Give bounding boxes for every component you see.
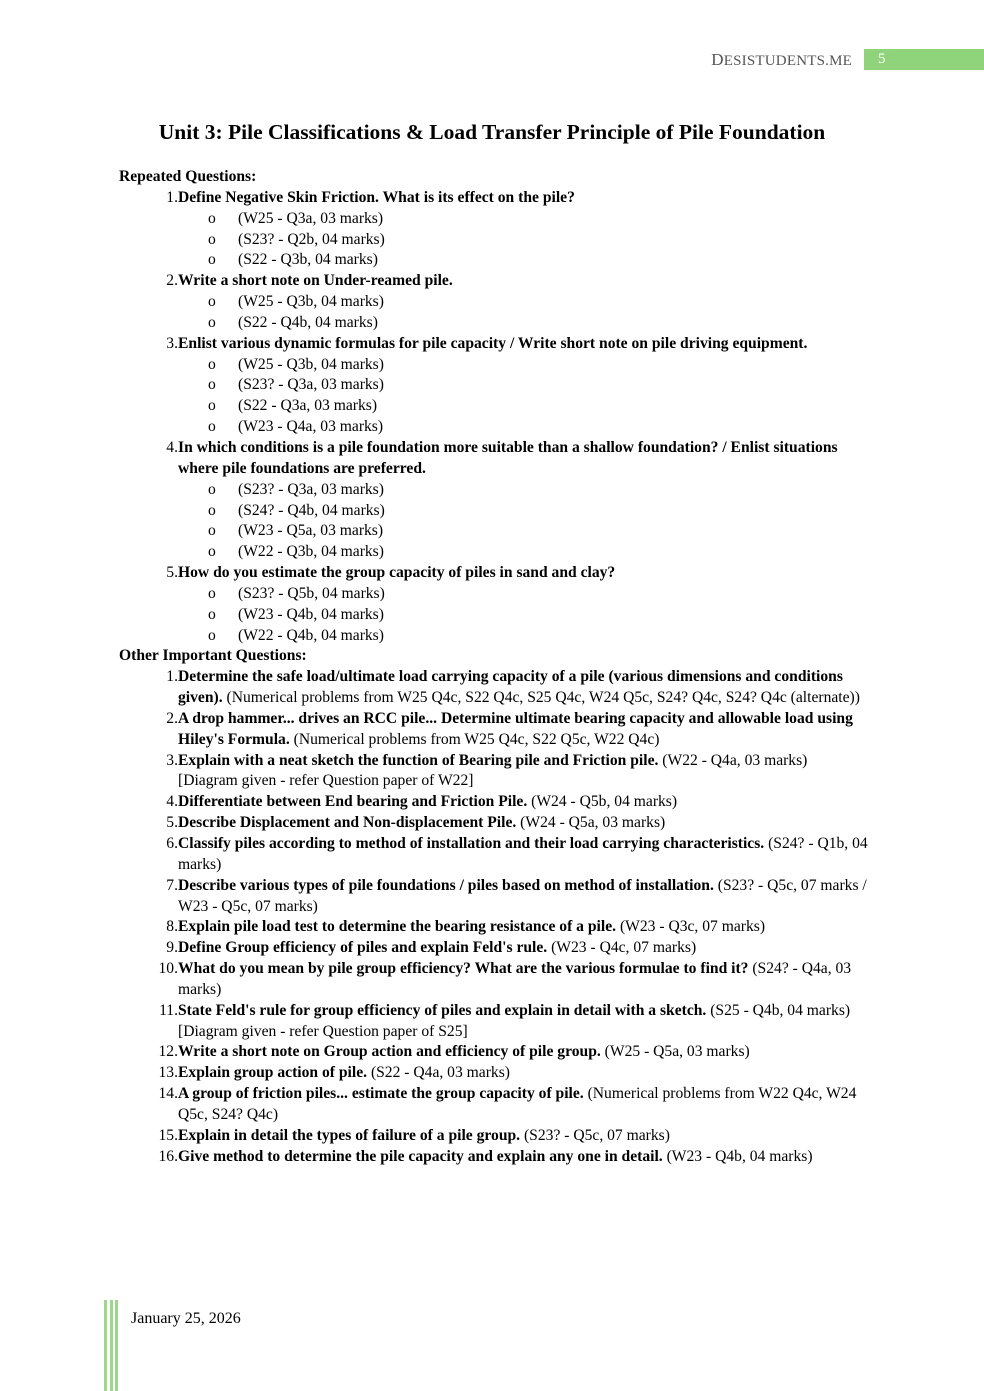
question-number — [119, 1084, 178, 1126]
question-text-bold: Explain pile load test to determine the bearing resistance of a pile. — [178, 918, 617, 936]
question-text — [178, 1147, 869, 1168]
question-reference-text: (W23 - Q4c, 07 marks) — [547, 939, 697, 957]
bullet-icon: o — [208, 376, 216, 394]
site-name-rest: ESISTUDENTS.ME — [723, 52, 852, 69]
question-text-bold: State Feld's rule for group efficiency of piles and explain in detail with a sketch. — [178, 1001, 707, 1019]
reference-text: (W23 - Q5a, 03 marks) — [238, 522, 384, 540]
question-text-bold: How do you estimate the group capacity of piles in sand and clay? — [178, 564, 616, 582]
bullet-icon: o — [208, 313, 216, 331]
question-text-bold: In which conditions is a pile foundation more suitable than a shallow foundation? / Enlist situations where pile foundations are preferred. — [178, 438, 838, 477]
question-reference — [119, 417, 869, 438]
page-title: Unit 3: Pile Classifications & Load Transfer Principle of Pile Foundation — [158, 120, 826, 144]
question-text — [178, 709, 869, 751]
bullet-icon: o — [208, 480, 216, 498]
question-text — [178, 751, 869, 793]
question-reference-text: (S24? - Q1b, 04 marks) — [178, 835, 868, 873]
question-number-text: 2. — [166, 709, 178, 727]
reference-text: (S23? - Q5b, 04 marks) — [238, 584, 385, 602]
question-text — [178, 1001, 869, 1043]
reference-text: (S22 - Q4b, 04 marks) — [238, 313, 378, 331]
question-text-bold: Explain group action of pile. — [178, 1064, 368, 1082]
question-text — [178, 667, 869, 709]
question-text — [178, 834, 869, 876]
question-reference-text: (W24 - Q5b, 04 marks) — [527, 793, 678, 811]
question-text — [178, 438, 869, 480]
reference-text: (S24? - Q4b, 04 marks) — [238, 501, 385, 519]
question-number-text: 15. — [158, 1126, 178, 1144]
question-number-text: 5. — [166, 564, 178, 582]
question-item — [119, 271, 869, 292]
footer-date: January 25, 2026 — [131, 1310, 241, 1327]
question-text — [178, 959, 869, 1001]
question-number — [119, 938, 178, 959]
question-text — [178, 334, 869, 355]
question-item — [119, 1063, 869, 1084]
question-text-bold: What do you mean by pile group efficiency? What are the various formulae to find it? — [178, 960, 749, 978]
question-item — [119, 959, 869, 1001]
page-number-badge: 5 — [864, 49, 984, 70]
reference-text: (S22 - Q3a, 03 marks) — [238, 397, 378, 415]
bullet-icon: o — [208, 418, 216, 436]
question-reference-text: (S23? - Q5c, 07 marks) — [520, 1126, 670, 1144]
question-text — [178, 1084, 869, 1126]
site-name — [711, 50, 852, 70]
question-item — [119, 667, 869, 709]
question-text-bold: Describe various types of pile foundations / piles based on method of installation. — [178, 876, 714, 894]
question-number — [119, 188, 178, 209]
question-text-bold: Write a short note on Group action and efficiency of pile group. — [178, 1043, 601, 1061]
question-text-bold: A drop hammer... drives an RCC pile... Determine ultimate bearing capacity and allowable load using Hiley's Formula. — [178, 709, 853, 748]
question-number — [119, 813, 178, 834]
question-number-text: 4. — [166, 438, 178, 456]
question-number — [119, 1042, 178, 1063]
question-text-bold: Explain with a neat sketch the function of Bearing pile and Friction pile. — [178, 751, 659, 769]
document-body — [119, 167, 869, 1168]
question-number-text: 8. — [166, 918, 178, 936]
question-reference — [119, 605, 869, 626]
question-text-bold: Describe Displacement and Non-displacement Pile. — [178, 814, 517, 832]
question-item — [119, 709, 869, 751]
question-reference — [119, 521, 869, 542]
reference-text: (W22 - Q3b, 04 marks) — [238, 543, 384, 561]
question-reference — [119, 542, 869, 563]
question-number — [119, 709, 178, 751]
question-item — [119, 1126, 869, 1147]
reference-text: (S23? - Q3a, 03 marks) — [238, 376, 384, 394]
question-text-bold: Explain in detail the types of failure of a pile group. — [178, 1126, 521, 1144]
question-number-text: 11. — [159, 1001, 178, 1019]
question-number — [119, 334, 178, 355]
question-number — [119, 667, 178, 709]
question-item — [119, 834, 869, 876]
question-text-bold: Classify piles according to method of installation and their load carrying characteristics. — [178, 835, 765, 852]
site-name-initial: D — [711, 49, 724, 69]
question-item — [119, 876, 869, 918]
question-number — [119, 1126, 178, 1147]
other-questions-heading: Other Important Questions: — [119, 647, 307, 665]
question-number-text: 4. — [166, 793, 178, 811]
question-text-bold: Write a short note on Under-reamed pile. — [178, 272, 453, 290]
question-item — [119, 1042, 869, 1063]
question-item — [119, 751, 869, 793]
question-reference-text: (W23 - Q4b, 04 marks) — [662, 1147, 813, 1165]
bullet-icon: o — [208, 230, 216, 248]
question-reference-text: (W24 - Q5a, 03 marks) — [516, 814, 666, 832]
question-text-bold: Determine the safe load/ultimate load carrying capacity of a pile (various dimensions and conditions given). — [178, 668, 843, 707]
question-item — [119, 1001, 869, 1043]
question-item — [119, 938, 869, 959]
question-reference — [119, 313, 869, 334]
repeated-questions-list — [119, 188, 869, 647]
question-reference-text: (W23 - Q3c, 07 marks) — [616, 918, 766, 936]
bullet-icon: o — [208, 501, 216, 519]
question-number-text: 13. — [158, 1064, 178, 1082]
question-text — [178, 1063, 869, 1084]
question-text — [178, 917, 869, 938]
question-text-bold: Define Negative Skin Friction. What is its effect on the pile? — [178, 188, 575, 206]
question-text-bold: Enlist various dynamic formulas for pile capacity / Write short note on pile driving equipment. — [178, 334, 808, 352]
question-reference-text: (S24? - Q4a, 03 marks) — [178, 960, 852, 998]
question-reference — [119, 250, 869, 271]
question-number — [119, 1063, 178, 1084]
question-item — [119, 1084, 869, 1126]
question-number-text: 1. — [166, 188, 178, 206]
question-reference — [119, 230, 869, 251]
question-reference-text: (Numerical problems from W25 Q4c, S22 Q4c, S25 Q4c, W24 Q5c, S24? Q4c, S24? Q4c (alternate)) — [222, 689, 860, 707]
bullet-icon: o — [208, 543, 216, 561]
question-number-text: 10. — [158, 960, 178, 978]
reference-text: (W25 - Q3b, 04 marks) — [238, 293, 384, 311]
question-reference-text: (S25 - Q4b, 04 marks) [Diagram given - refer Question paper of S25] — [178, 1001, 851, 1040]
bullet-icon: o — [208, 626, 216, 644]
repeated-questions-heading: Repeated Questions: — [119, 168, 257, 185]
question-number — [119, 1001, 178, 1043]
question-reference — [119, 626, 869, 647]
bullet-icon: o — [208, 209, 216, 227]
question-text-bold: Give method to determine the pile capacity and explain any one in detail. — [178, 1147, 663, 1165]
bullet-icon: o — [208, 355, 216, 373]
question-number-text: 1. — [166, 668, 178, 686]
question-number — [119, 1147, 178, 1168]
question-item — [119, 813, 869, 834]
question-reference — [119, 480, 869, 501]
question-item — [119, 334, 869, 355]
question-number-text: 2. — [166, 272, 178, 290]
question-number — [119, 876, 178, 918]
page-header — [711, 49, 984, 70]
reference-text: (S22 - Q3b, 04 marks) — [238, 251, 378, 269]
question-number-text: 7. — [166, 876, 178, 894]
other-questions-list — [119, 667, 869, 1167]
question-reference — [119, 396, 869, 417]
reference-text: (W25 - Q3b, 04 marks) — [238, 355, 384, 373]
question-reference-text: (S22 - Q4a, 03 marks) — [367, 1064, 510, 1082]
question-number — [119, 271, 178, 292]
question-reference-text: (W25 - Q5a, 03 marks) — [600, 1043, 750, 1061]
reference-text: (S23? - Q2b, 04 marks) — [238, 230, 385, 248]
question-number-text: 3. — [166, 751, 178, 769]
question-number — [119, 751, 178, 793]
question-number — [119, 438, 178, 480]
question-item — [119, 188, 869, 209]
question-number-text: 6. — [166, 835, 178, 852]
question-text — [178, 271, 869, 292]
question-reference — [119, 292, 869, 313]
question-text-bold: Differentiate between End bearing and Friction Pile. — [178, 793, 528, 811]
question-reference — [119, 375, 869, 396]
question-number-text: 5. — [166, 814, 178, 832]
question-item — [119, 792, 869, 813]
question-number — [119, 959, 178, 1001]
bullet-icon: o — [208, 397, 216, 415]
question-number — [119, 834, 178, 876]
question-text — [178, 188, 869, 209]
reference-text: (W23 - Q4a, 03 marks) — [238, 418, 384, 436]
question-reference — [119, 209, 869, 230]
question-item — [119, 563, 869, 584]
bullet-icon: o — [208, 522, 216, 540]
question-number-text: 12. — [158, 1043, 178, 1061]
question-reference — [119, 584, 869, 605]
question-text — [178, 876, 869, 918]
question-reference-text: (W22 - Q4a, 03 marks) [Diagram given - refer Question paper of W22] — [178, 751, 808, 790]
bullet-icon: o — [208, 251, 216, 269]
question-item — [119, 917, 869, 938]
question-number-text: 14. — [158, 1085, 178, 1103]
reference-text: (W25 - Q3a, 03 marks) — [238, 209, 384, 227]
question-number — [119, 917, 178, 938]
bullet-icon: o — [208, 584, 216, 602]
footer-accent-bars — [104, 1300, 118, 1391]
question-text — [178, 563, 869, 584]
reference-text: (W22 - Q4b, 04 marks) — [238, 626, 384, 644]
question-number — [119, 563, 178, 584]
bullet-icon: o — [208, 293, 216, 311]
question-number-text: 9. — [166, 939, 178, 957]
question-text — [178, 1042, 869, 1063]
question-reference — [119, 501, 869, 522]
question-text — [178, 938, 869, 959]
question-text-bold: Define Group efficiency of piles and explain Feld's rule. — [178, 939, 548, 957]
reference-text: (S23? - Q3a, 03 marks) — [238, 480, 384, 498]
bullet-icon: o — [208, 605, 216, 623]
question-reference-text: (Numerical problems from W25 Q4c, S22 Q5c, W22 Q4c) — [289, 730, 660, 748]
question-text — [178, 1126, 869, 1147]
question-item — [119, 438, 869, 480]
question-item — [119, 1147, 869, 1168]
reference-text: (W23 - Q4b, 04 marks) — [238, 605, 384, 623]
question-number-text: 16. — [158, 1147, 178, 1165]
question-reference-text: (Numerical problems from W22 Q4c, W24 Q5c, S24? Q4c) — [178, 1085, 857, 1123]
question-number-text: 3. — [166, 334, 178, 352]
question-reference-text: (S23? - Q5c, 07 marks / W23 - Q5c, 07 marks) — [178, 876, 867, 915]
question-reference — [119, 355, 869, 376]
question-text — [178, 813, 869, 834]
question-text-bold: A group of friction piles... estimate the group capacity of pile. — [178, 1085, 584, 1103]
question-number — [119, 792, 178, 813]
question-text — [178, 792, 869, 813]
